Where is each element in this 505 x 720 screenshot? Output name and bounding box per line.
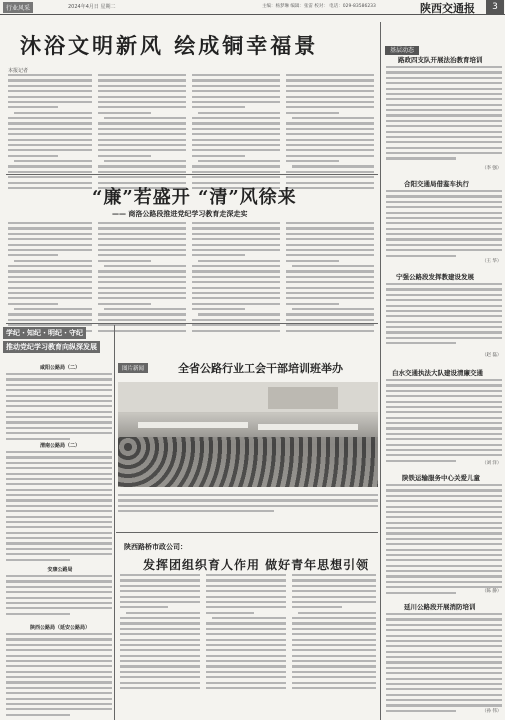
right-column-title [385,37,505,54]
news-brief-author: （刘 洋） [482,461,502,466]
news-brief-author: （陈 静） [482,589,502,594]
photo-caption [118,494,378,516]
sidebar-item-head: 安康公路局 [47,567,73,573]
news-brief-text [386,484,502,597]
news-brief-author: （孙 伟） [482,709,502,714]
section-label: 行业风采 [3,2,33,13]
interview-headline: 发挥团组织育人作用 做好青年思想引领 [143,558,370,572]
main-headline: 沐浴文明新风 绘成铜幸福景 [20,33,319,58]
news-brief-text [386,613,502,715]
sidebar-title-line: 学纪・知纪・明纪・守纪 [3,327,86,339]
sidebar-item-head: 陕西公路局（延安公路局） [29,625,90,631]
interview-column [292,574,376,692]
sidebar-item-text [6,373,112,443]
news-brief-head: 路政四支队开展法治教育培训 [398,56,483,64]
section-divider [6,323,378,324]
column-divider [380,22,381,720]
page-header [0,0,505,15]
news-brief-head: 陕铁运输服务中心关爱儿童 [402,474,480,482]
right-column-label: 基层动态 [385,46,419,55]
page-number: 3 [486,0,504,14]
feature-column [98,222,186,335]
photo-news-label: 图片新闻 [118,363,148,373]
sidebar-item-text [6,575,112,618]
sidebar-divider [114,325,115,720]
news-brief-author: （王 华） [482,259,502,264]
staff-line: 主编：杨梦琳 编辑：张雷 校对： 电话：029-83586233 [262,4,376,9]
section-divider [116,532,378,533]
masthead: 陕西交通报 [420,2,475,15]
sidebar-title-line: 推动党纪学习教育向纵深发展 [3,341,100,353]
interview-kicker: 陕西路桥市政公司： [124,543,187,551]
sidebar-item-head: 渭南公路局（二） [39,443,80,449]
feature-subheadline: —— 商洛公路段推进党纪学习教育走深走实 [112,210,248,218]
news-brief-author: （赵 磊） [482,353,502,358]
sidebar-item-text [6,451,112,564]
training-photo [118,382,378,487]
sidebar-item-head: 咸阳公路局（二） [39,365,80,371]
news-brief-head: 白水交通执法大队建设清廉交通 [392,369,483,377]
photo-story-banner [118,358,378,380]
section-divider [6,174,378,175]
news-brief-text [386,379,502,465]
photo-story-headline: 全省公路行业工会干部培训班举办 [178,362,343,375]
news-brief-head: 宁强公路段发挥教建设发展 [396,273,474,281]
feature-column [8,222,92,335]
interview-column [206,574,286,692]
issue-date: 2024年4月日 星期二 [68,4,116,10]
main-byline: 本报记者 [8,68,29,74]
sidebar-title [3,327,113,355]
feature-column [286,222,374,335]
feature-headline: “廉”若盛开 “清”风徐来 [92,187,297,208]
news-brief-text [386,190,502,260]
news-brief-head: 延川公路段开展消防培训 [404,603,476,611]
interview-column [120,574,200,692]
news-brief-head: 合阳交通局借鉴车执行 [404,180,469,188]
feature-column [192,222,280,335]
news-brief-author: （李 强） [482,166,502,171]
news-brief-text [386,66,502,163]
news-brief-text [386,283,502,348]
sidebar-item-text [6,633,112,719]
